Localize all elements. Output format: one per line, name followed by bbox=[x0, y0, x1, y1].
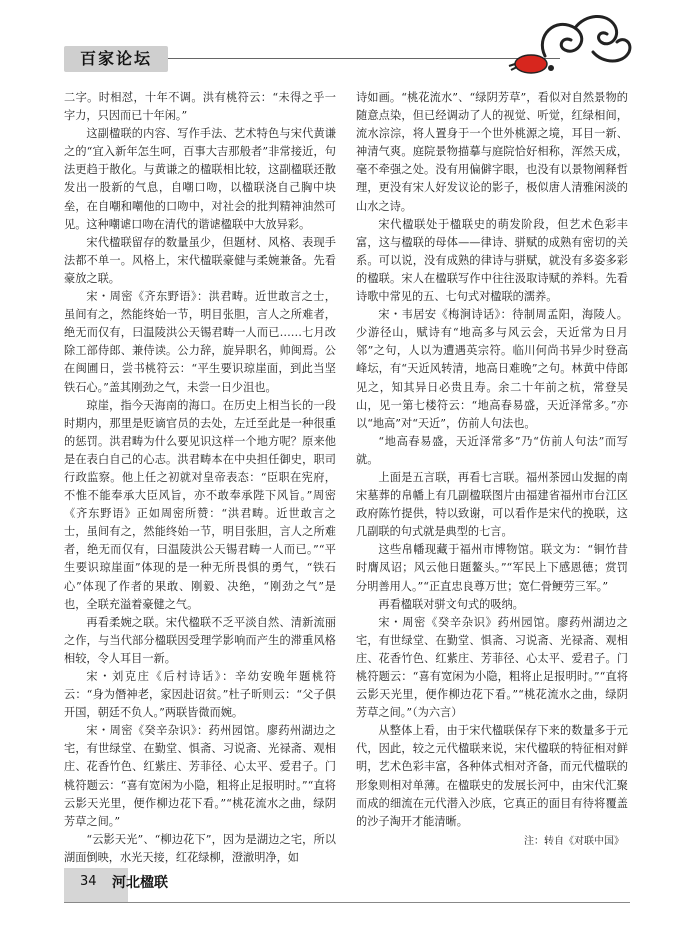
paragraph: 宋・周密《齐东野语》：洪君畴。近世敢言之士，虽间有之，然能终始一节，明目张胆，言人之所难者，绝无而仅有，曰温陵洪公天锡君畴一人而已……七月改除工部侍郎、兼侍读。公力辞，旋异职名，帅闽焉。公在闽圃日，尝书桃符云：“平生要识琼崖面，到此当坚铁石心。”盖其刚劲之气，未尝一日少沮也。 bbox=[64, 290, 336, 394]
paragraph: 琼崖，指今天海南的海口。在历史上相当长的一段时期内，那里是贬谪官员的去处，左迁至此是一种很重的惩罚。洪君畴为什么要见识这样一个地方呢？原来他是在表白自己的心志。洪君畴本在中央担任御史，职司行政监察。他上任之初就对皇帝表态：“臣职在宪府，不惟不能奉承大臣风旨，亦不敢奉承陛下风旨。”周密《齐东野语》正如周密所赞：“洪君畴。近世敢言之士，虽间有之，然能终始一节，明目张胆，言人之所难者，绝无而仅有，曰温陵洪公天锡君畴一人而已。”“平生要识琼崖面”体现的是一种无所畏惧的勇气，“铁石心”体现了作者的果敢、刚毅、决绝，“刚劲之气”是也，全联充溢着豪健之气。 bbox=[64, 398, 336, 611]
paragraph: 这些帛幡现藏于福州市博物馆。联文为：“铜竹昔时膺凤诏；风云他日题鳌头。”“军民上下感恩德；赏罚分明善用人。”“正直忠良尊万世；宽仁骨鲠劳三军。” bbox=[356, 543, 628, 593]
page-number: 34 bbox=[80, 874, 97, 889]
paragraph: 这副楹联的内容、写作手法、艺术特色与宋代黄谦之的“宜入新年怎生呵，百事大吉那般者”非常接近，句法更趋于散化。与黄谦之的楹联相比较，这副楹联还散发出一股新的气息，自嘲口吻，以楹联浇自己胸中块垒，在自嘲和嘲他的口吻中，对社会的批判精神油然可见。这种嘲谑口吻在清代的谐谑楹联中大放异彩。 bbox=[64, 127, 336, 231]
paragraph: 宋・周密《癸辛杂识》药州园馆。廖药州湖边之宅，有世绿堂、在勤堂、惧斋、习说斋、光禄斋、观相庄、花香竹色、红紫庄、芳菲径、心太平、爱君子。门桃符题云：“喜有宽闲为小隐，粗将止足报明时。”“直将云影天光里，便作柳边花下看。”“桃花流水之曲，绿阴芳草之间。”（为六言） bbox=[356, 615, 628, 720]
paragraph: 宋代楹联留存的数量虽少，但题材、风格、表现手法都不单一。风格上，宋代楹联豪健与柔婉兼备。先看豪放之联。 bbox=[64, 235, 336, 285]
source-note: 注：转自《对联中国》 bbox=[524, 835, 624, 847]
paragraph: “地高春易盛，天近泽常多”乃“仿前人句法”而写就。 bbox=[356, 434, 628, 466]
decorative-swirl-icon bbox=[505, 6, 635, 78]
paragraph: 宋代楹联处于楹联史的萌发阶段，但艺术色彩丰富，这与楹联的母体——律诗、骈赋的成熟有密切的关系。可以说，没有成熟的律诗与骈赋，就没有多姿多彩的楹联。宋人在楹联写作中往往汲取诗赋的养料。先看诗歌中常见的五、七句式对楹联的濡养。 bbox=[356, 217, 628, 304]
paragraph: 宋・周密《癸辛杂识》：药州园馆。廖药州湖边之宅，有世绿堂、在勤堂、惧斋、习说斋、光禄斋、观相庄、花香竹色、红紫庄、芳菲径、心太平、爱君子。门桃符题云：“喜有宽闲为小隐，粗将止足报明时。”“直将云影天光里，便作柳边花下看。”“桃花流水之曲，绿阴芳草之间。” bbox=[64, 724, 336, 828]
page-footer bbox=[0, 868, 690, 908]
left-column bbox=[64, 89, 336, 867]
footer-rule bbox=[64, 902, 630, 903]
paragraph: 上面是五言联，再看七言联。福州茶园山发掘的南宋墓葬的帛幡上有几副楹联图片由福建省福州市台江区政府陈竹提供，特以致谢，可以看作是宋代的挽联，这几副联的句式就是典型的七言。 bbox=[356, 470, 628, 539]
page-header bbox=[0, 0, 690, 80]
paragraph: 二字。时相怼，十年不调。洪有桃符云：“未得之乎一字力，只因而已十年闲。” bbox=[64, 91, 336, 123]
header-rule bbox=[168, 58, 560, 59]
paragraph: “云影天光”、“柳边花下”，因为是湖边之宅，所以湖面倒映，水光天接，红花绿柳，澄澈明净，如 bbox=[64, 832, 336, 864]
section-tag: 百家论坛 bbox=[64, 46, 168, 72]
publication-title: 河北楹联 bbox=[112, 875, 168, 891]
paragraph: 宋・刘克庄《后村诗话》：辛幼安晚年题桃符云：“身为僭神老，家因赴诏贫。”杜子昕则云：“父子俱开国，朝廷不负人。”两联皆微而婉。 bbox=[64, 670, 336, 720]
paragraph: 诗如画。“桃花流水”、“绿阴芳草”，看似对自然景物的随意点染，但已经调动了人的视觉、听觉，红绿相间，流水淙淙，将人置身于一个世外桃源之境，耳目一新、神清气爽。庭院景物描摹与庭院恰好相称，浑然天成，毫不牵强之处。没有用偏僻字眼，也没有以景物阐释哲理，更没有宋人好发议论的影子，极似唐人清雅闲淡的山水之诗。 bbox=[356, 91, 628, 213]
paragraph: 再看楹联对骈文句式的吸纳。 bbox=[378, 597, 524, 611]
paragraph: 宋・韦居安《梅涧诗话》：待制周孟阳，海陵人。少游径山，赋诗有“地高多与风云会，天近常为日月邻”之句，人以为遭遇英宗符。临川何尚书异少时登高峰坛，有“天近风转清，地高日难晚”之句。林黄中侍郎见之，知其异日必贵且寿。余二十年前之杭，常登吴山，见一第七楼符云：“地高春易盛，天近泽常多。”亦以“地高”对“天近”，仿前人句法也。 bbox=[356, 308, 628, 430]
right-column bbox=[356, 89, 628, 851]
paragraph: 从整体上看，由于宋代楹联保存下来的数量多于元代，因此，较之元代楹联来说，宋代楹联的特征相对鲜明，艺术色彩丰富，各种体式相对齐备，而元代楹联的形象则相对单薄。在楹联史的发展长河中，由宋代汇聚而成的细流在元代潜入沙底，它真正的面目有待将覆盖的沙子淘开才能清晰。 bbox=[356, 724, 628, 828]
paragraph: 再看柔婉之联。宋代楹联不乏平淡自然、清新流丽之作，与当代部分楹联因受理学影响而产生的滞重风格相较，令人耳目一新。 bbox=[64, 615, 336, 665]
